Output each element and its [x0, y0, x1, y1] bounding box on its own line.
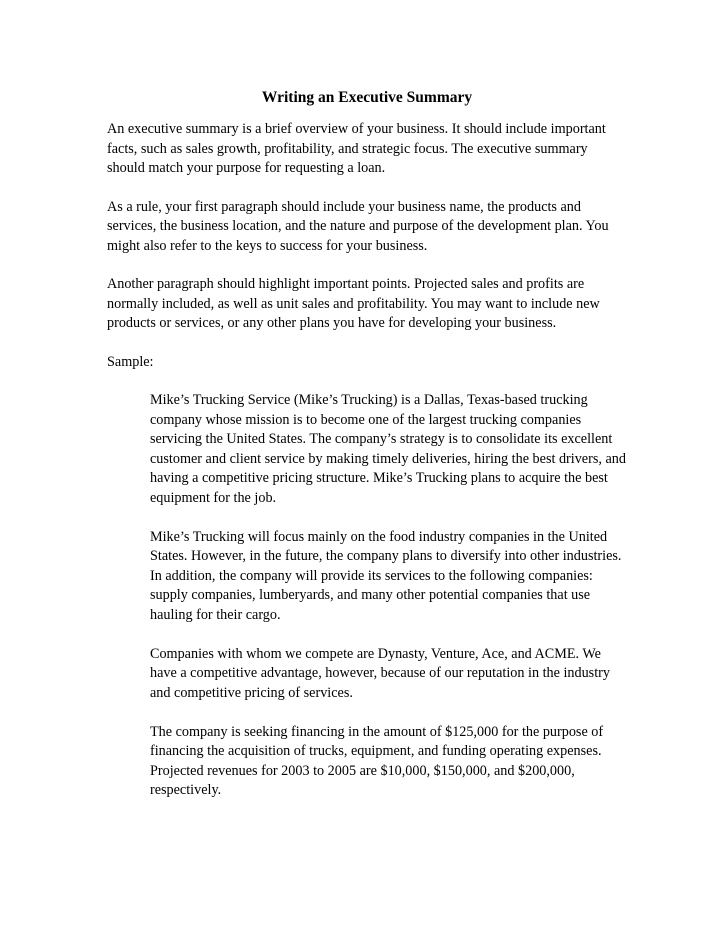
- intro-paragraph: An executive summary is a brief overview of your business. It should include important facts, such as sales growth, profitability, and strategic focus. The executive summary should match your purpose for requesting a loan.: [107, 121, 606, 176]
- document-title: Writing an Executive Summary: [261, 89, 473, 106]
- sample-paragraph-competition: Companies with whom we compete are Dynasty, Venture, Ace, and ACME. We have a competitive advantage, however, because of our reputation in the industry and competitive pricing of services.: [150, 645, 610, 701]
- first-paragraph-guidance: As a rule, your first paragraph should include your business name, the products and services, the business location, and the nature and purpose of the development plan. You might also refer to the keys to success for your business.: [107, 198, 609, 254]
- second-paragraph-guidance: Another paragraph should highlight important points. Projected sales and profits are normally included, as well as unit sales and profitability. You may want to include new products or services, or any other plans you have for developing your business.: [107, 276, 600, 331]
- sample-label: Sample:: [107, 353, 154, 370]
- sample-block: [150, 391, 628, 801]
- sample-paragraph-company: Mike’s Trucking Service (Mike’s Trucking) is a Dallas, Texas-based trucking company whose mission is to become one of the largest trucking companies servicing the United States. The company’s strategy is to consolidate its excellent customer and client service by making timely deliveries, hiring the best drivers, and having a competitive pricing structure. Mike’s Trucking plans to acquire the best equipment for the job.: [150, 392, 626, 506]
- sample-paragraph-financing: The company is seeking financing in the amount of $125,000 for the purpose of financing the acquisition of trucks, equipment, and funding operating expenses. Projected revenues for 2003 to 2005 are $10,000, $150,000, and $200,000, respectively.: [150, 723, 604, 798]
- document-page: [107, 88, 627, 820]
- sample-paragraph-focus: Mike’s Trucking will focus mainly on the food industry companies in the United States. However, in the future, the company plans to diversify into other industries. In addition, the company will provide its services to the following companies: supply companies, lumberyards, and many other potential companies that use hauling for their cargo.: [150, 528, 622, 623]
